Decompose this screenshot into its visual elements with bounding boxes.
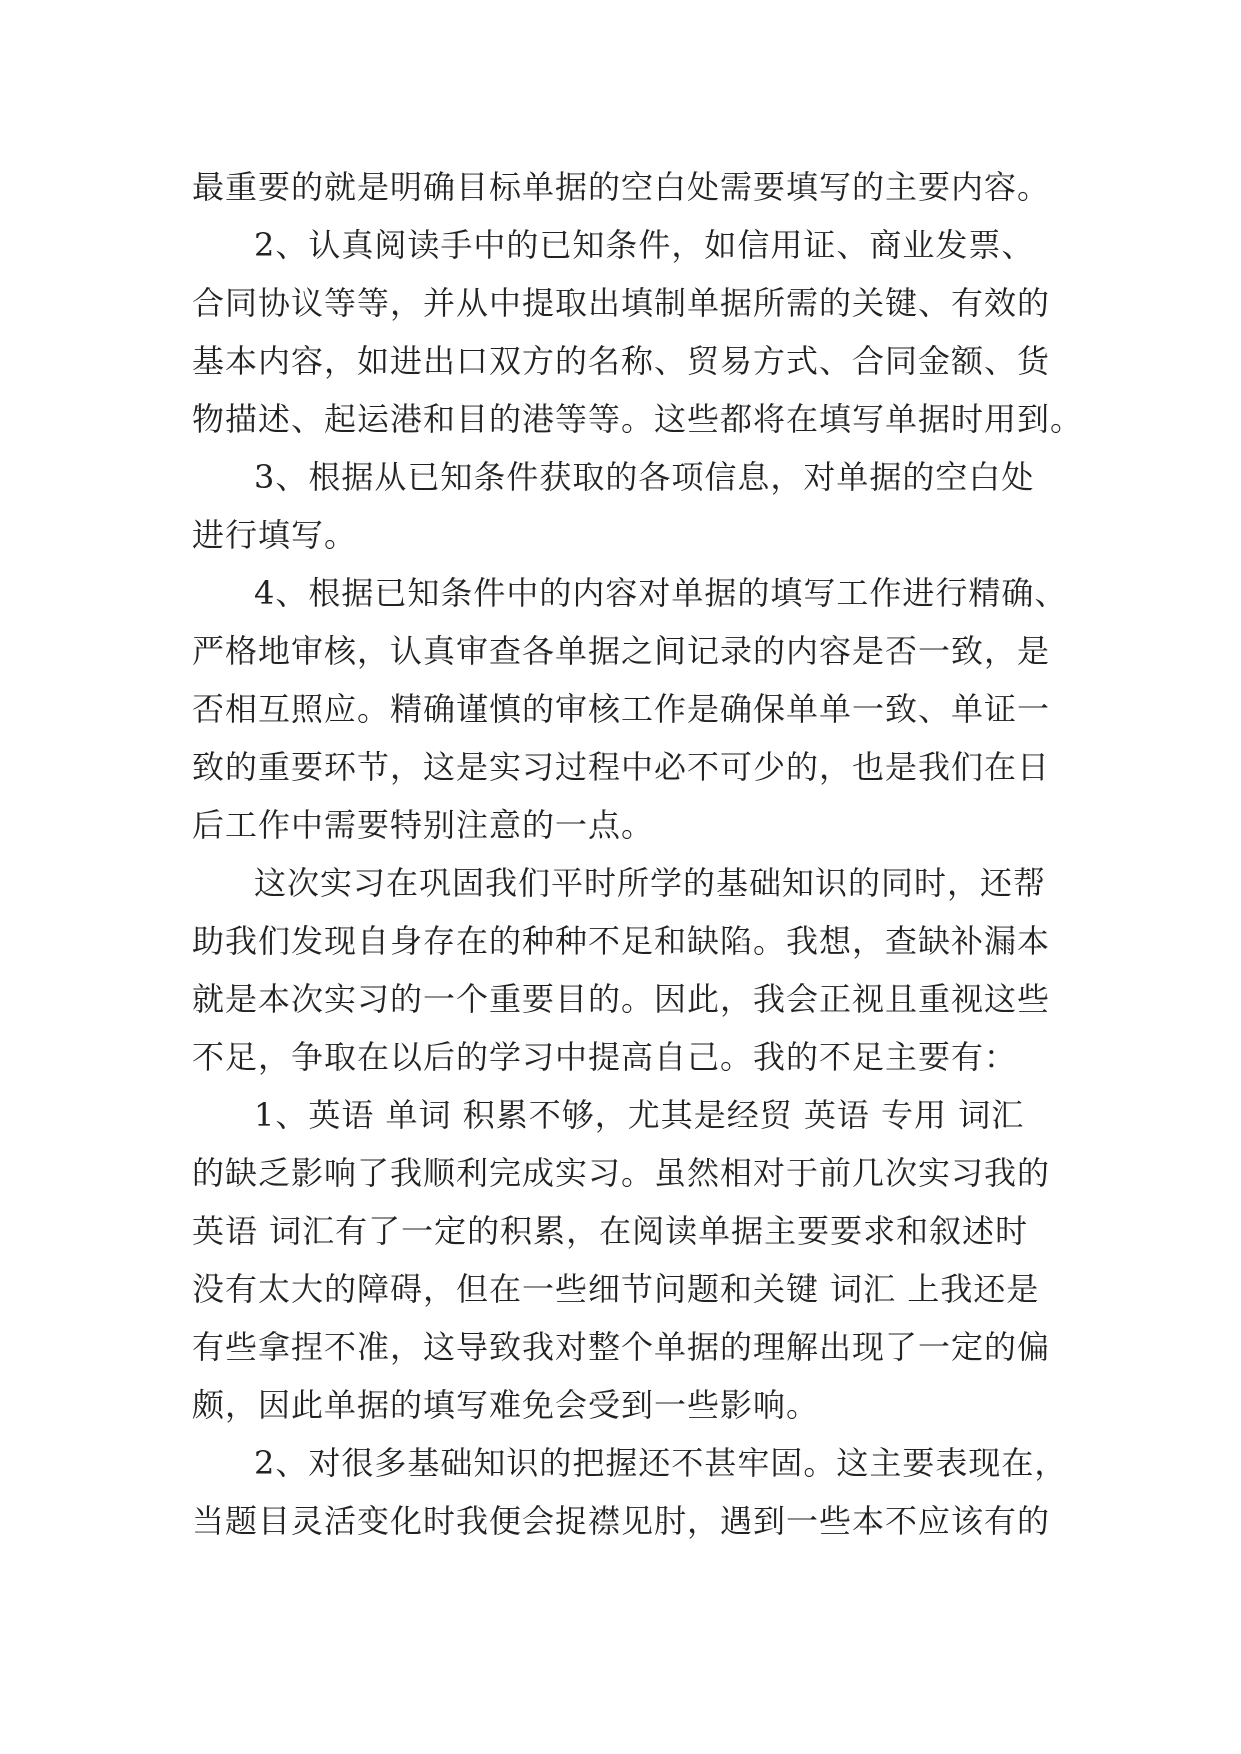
text-line: 4、根据已知条件中的内容对单据的填写工作进行精确、: [254, 574, 1068, 612]
text-line: 2、对很多基础知识的把握还不甚牢固。这主要表现在，: [254, 1444, 1068, 1482]
text-line: 致的重要环节，这是实习过程中必不可少的，也是我们在日: [192, 748, 1051, 786]
text-line: 英语 词汇有了一定的积累，在阅读单据主要要求和叙述时: [192, 1212, 1029, 1250]
text-line: 不足，争取在以后的学习中提高自己。我的不足主要有：: [192, 1038, 1018, 1076]
text-line: 后工作中需要特别注意的一点。: [192, 806, 655, 844]
text-line: 最重要的就是明确目标单据的空白处需要填写的主要内容。: [192, 168, 1051, 206]
document-body: [192, 158, 1084, 1550]
text-line: 的缺乏影响了我顺利完成实习。虽然相对于前几次实习我的: [192, 1154, 1051, 1192]
text-line: 基本内容，如进出口双方的名称、贸易方式、合同金额、货: [192, 342, 1051, 380]
text-line: 这次实习在巩固我们平时所学的基础知识的同时，还帮: [254, 864, 1047, 902]
text-line: 就是本次实习的一个重要目的。因此，我会正视且重视这些: [192, 980, 1051, 1018]
text-line: 合同协议等等，并从中提取出填制单据所需的关键、有效的: [192, 284, 1051, 322]
text-line: 否相互照应。精确谨慎的审核工作是确保单单一致、单证一: [192, 690, 1051, 728]
text-line: 1、英语 单词 积累不够，尤其是经贸 英语 专用 词汇: [254, 1096, 1025, 1134]
text-line: 颇，因此单据的填写难免会受到一些影响。: [192, 1386, 820, 1424]
text-line: 有些拿捏不准，这导致我对整个单据的理解出现了一定的偏: [192, 1328, 1051, 1366]
text-line: 3、根据从已知条件获取的各项信息，对单据的空白处: [254, 458, 1035, 496]
text-line: 严格地审核，认真审查各单据之间记录的内容是否一致，是: [192, 632, 1051, 670]
text-line: 没有太大的障碍，但在一些细节问题和关键 词汇 上我还是: [192, 1270, 1040, 1308]
text-line: 2、认真阅读手中的已知条件，如信用证、商业发票、: [254, 226, 1035, 264]
text-line: 物描述、起运港和目的港等等。这些都将在填写单据时用到。: [192, 400, 1084, 438]
text-line: 进行填写。: [192, 516, 358, 554]
text-line: 助我们发现自身存在的种种不足和缺陷。我想，查缺补漏本: [192, 922, 1051, 960]
text-line: 当题目灵活变化时我便会捉襟见肘，遇到一些本不应该有的: [192, 1502, 1051, 1540]
